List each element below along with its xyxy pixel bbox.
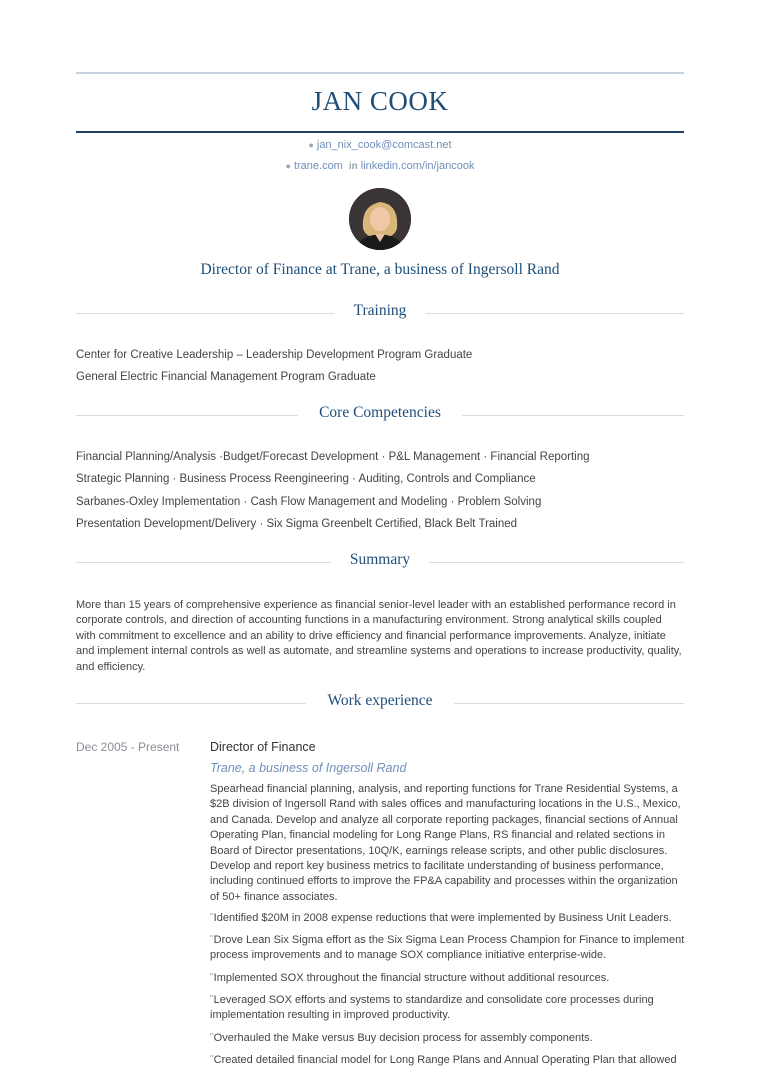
- section-competencies-header: [76, 404, 684, 426]
- job-description: Spearhead financial planning, analysis, and reporting functions for Trane Residential Systems, a $2B division of Ingersoll Rand with sales offices and manufacturing locations in the U.S., Mexico, and Canada. Develop and analyze all corporate reporting packages, financial sections of Annual Operating Plan, financial modeling for Long Range Plans, RS financial and related sections in Board of Director presentations, 10Q/K, earnings release scripts, and other public disclosures. Develop and report key business metrics to facilitate understanding of business performance, including continued efforts to improve the FP&A capability and processes within the organization of 50+ finance associates.: [210, 783, 681, 903]
- competency-line: Financial Planning/Analysis ·Budget/Forecast Development · P&L Management · Financial Reporting: [76, 451, 590, 463]
- section-summary-header: [76, 551, 684, 573]
- job-title: Director of Finance: [210, 740, 316, 754]
- avatar: [349, 188, 411, 250]
- job-company-link[interactable]: Trane, a business of Ingersoll Rand: [210, 761, 407, 775]
- achievement-item: ¨Created detailed financial model for Long Range Plans and Annual Operating Plan that allowed: [210, 1054, 677, 1066]
- website-link[interactable]: trane.com: [293, 160, 343, 172]
- section-title: Training: [342, 302, 419, 319]
- achievement-item: ¨Implemented SOX throughout the financial structure without additional resources.: [210, 972, 610, 984]
- section-title: Work experience: [315, 692, 444, 709]
- achievement-item: ¨Overhauled the Make versus Buy decision process for assembly components.: [210, 1032, 593, 1044]
- name-underline: [76, 131, 684, 133]
- contact-email-row: [76, 139, 684, 151]
- achievement-item: ¨Leveraged SOX efforts and systems to standardize and consolidate core processes during implementation resulting in improved productivity.: [210, 994, 654, 1022]
- linkedin-link[interactable]: linkedin.com/in/jancook: [360, 160, 475, 172]
- achievement-item: ¨Drove Lean Six Sigma effort as the Six Sigma Lean Process Champion for Finance to implement process improvements and to manage SOX compliance initiative enterprise-wide.: [210, 934, 685, 962]
- linkedin-icon: in: [348, 161, 358, 172]
- headline: Director of Finance at Trane, a business of Ingersoll Rand: [200, 261, 560, 278]
- section-training-header: [76, 302, 684, 324]
- email-link[interactable]: jan_nix_cook@comcast.net: [316, 139, 452, 151]
- section-title: Summary: [338, 551, 422, 568]
- summary-text: More than 15 years of comprehensive experience as financial senior-level leader with an established performance record in corporate controls, and direction of accounting functions in a manufacturing environment. Strong analytical skills coupled with commitment to excellence and an ability to drive efficiency and financial performance improvements. Analyze, initiate and implement internal controls as well as automate, and streamline systems and operations to increase productivity, quality, and efficiency.: [76, 599, 682, 673]
- contact-links-row: [76, 160, 684, 172]
- achievement-item: ¨Identified $20M in 2008 expense reductions that were implemented by Business Unit Leaders.: [210, 912, 672, 924]
- section-work-header: [76, 692, 684, 714]
- training-item: Center for Creative Leadership – Leadership Development Program Graduate: [76, 349, 473, 361]
- competency-line: Presentation Development/Delivery · Six Sigma Greenbelt Certified, Black Belt Trained: [76, 518, 518, 530]
- top-rule: [76, 72, 684, 74]
- competency-line: Sarbanes-Oxley Implementation · Cash Flow Management and Modeling · Problem Solving: [76, 496, 542, 508]
- candidate-name: JAN COOK: [311, 86, 449, 116]
- competency-line: Strategic Planning · Business Process Reengineering · Auditing, Controls and Compliance: [76, 473, 536, 485]
- section-title: Core Competencies: [307, 404, 453, 421]
- globe-icon: ●: [285, 161, 291, 171]
- training-item: General Electric Financial Management Program Graduate: [76, 371, 376, 383]
- dot-icon: ●: [308, 140, 314, 150]
- job-date: Dec 2005 - Present: [76, 740, 180, 754]
